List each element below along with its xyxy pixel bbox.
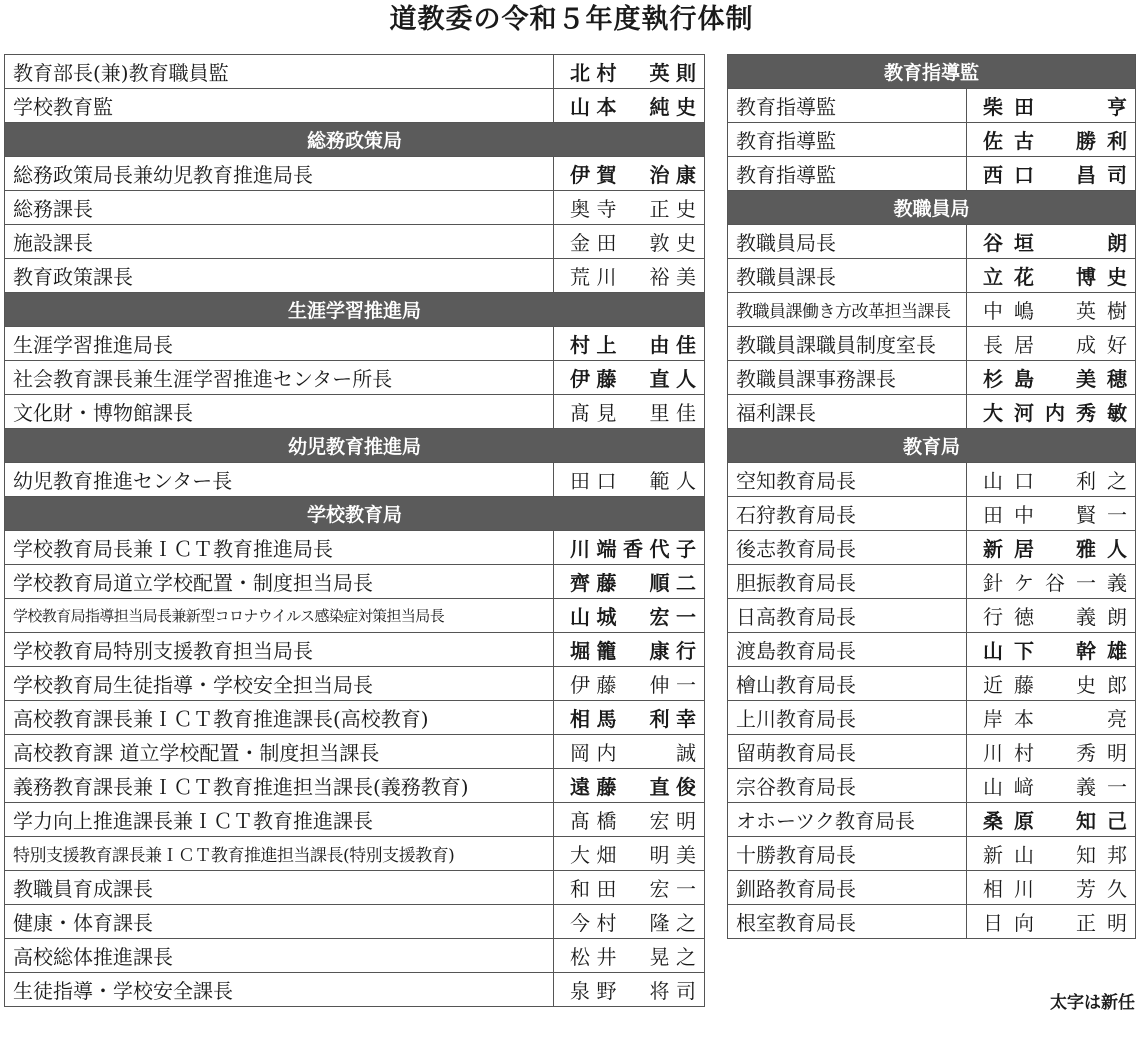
position-title: 学校教育局指導担当局長兼新型コロナウイルス感染症対策担当局長 [5, 599, 554, 633]
person-name: 針ケ谷一義 [967, 565, 1136, 599]
section-header-row [728, 191, 1136, 225]
section-header-row [5, 497, 705, 531]
table-row [5, 55, 705, 89]
person-name: 山口 利之 [967, 463, 1136, 497]
table-row [5, 157, 705, 191]
person-name: 大畑 明美 [554, 837, 705, 871]
person-name: 奥寺 正史 [554, 191, 705, 225]
person-name: 新山 知邦 [967, 837, 1136, 871]
table-row [728, 293, 1136, 327]
person-name: 髙見 里佳 [554, 395, 705, 429]
table-row [728, 123, 1136, 157]
section-header: 教職員局 [728, 191, 1136, 225]
table-row [728, 599, 1136, 633]
person-name: 立花 博史 [967, 259, 1136, 293]
page-title: 道教委の令和５年度執行体制 [389, 4, 754, 35]
person-name: 泉野 将司 [554, 973, 705, 1007]
section-header: 総務政策局 [5, 123, 705, 157]
position-title: 福利課長 [728, 395, 967, 429]
section-header-row [5, 293, 705, 327]
person-name: 和田 宏一 [554, 871, 705, 905]
table-row [5, 531, 705, 565]
person-name: 桑原 知己 [967, 803, 1136, 837]
person-name: 川端香代子 [554, 531, 705, 565]
position-title: 後志教育局長 [728, 531, 967, 565]
position-title: 石狩教育局長 [728, 497, 967, 531]
section-header: 幼児教育推進局 [5, 429, 705, 463]
table-row [728, 395, 1136, 429]
person-name: 伊賀 治康 [554, 157, 705, 191]
person-name: 行徳 義朗 [967, 599, 1136, 633]
position-title: 留萌教育局長 [728, 735, 967, 769]
table-row [728, 837, 1136, 871]
table-row [5, 259, 705, 293]
position-title: 文化財・博物館課長 [5, 395, 554, 429]
position-title: 教育政策課長 [5, 259, 554, 293]
position-title: 教育指導監 [728, 157, 967, 191]
table-row [728, 225, 1136, 259]
table-row [728, 259, 1136, 293]
person-name: 田中 賢一 [967, 497, 1136, 531]
position-title: 教職員課働き方改革担当課長 [728, 293, 967, 327]
table-row [728, 667, 1136, 701]
table-row [728, 803, 1136, 837]
table-row [5, 463, 705, 497]
table-row [5, 667, 705, 701]
table-row [728, 871, 1136, 905]
position-title: 空知教育局長 [728, 463, 967, 497]
new-appointee-note: 太字は新任 [1050, 993, 1135, 1013]
position-title: 総務政策局長兼幼児教育推進局長 [5, 157, 554, 191]
position-title: 学校教育局特別支援教育担当局長 [5, 633, 554, 667]
table-row [5, 633, 705, 667]
right-roster-table [727, 54, 1136, 939]
person-name: 村上 由佳 [554, 327, 705, 361]
position-title: 教職員課事務課長 [728, 361, 967, 395]
table-row [5, 225, 705, 259]
person-name: 相馬 利幸 [554, 701, 705, 735]
section-header-row [728, 429, 1136, 463]
position-title: 教職員育成課長 [5, 871, 554, 905]
position-title: 根室教育局長 [728, 905, 967, 939]
table-row [728, 89, 1136, 123]
position-title: オホーツク教育局長 [728, 803, 967, 837]
table-row [5, 837, 705, 871]
position-title: 学校教育局長兼ＩＣＴ教育推進局長 [5, 531, 554, 565]
person-name: 荒川 裕美 [554, 259, 705, 293]
section-header-row [5, 123, 705, 157]
person-name: 齊藤 順二 [554, 565, 705, 599]
person-name: 山本 純史 [554, 89, 705, 123]
person-name: 田口 範人 [554, 463, 705, 497]
person-name: 遠藤 直俊 [554, 769, 705, 803]
position-title: 教職員課長 [728, 259, 967, 293]
position-title: 生涯学習推進局長 [5, 327, 554, 361]
position-title: 教育部長(兼)教育職員監 [5, 55, 554, 89]
person-name: 谷垣 朗 [967, 225, 1136, 259]
section-header: 学校教育局 [5, 497, 705, 531]
position-title: 高校総体推進課長 [5, 939, 554, 973]
section-header: 教育局 [728, 429, 1136, 463]
table-row [5, 871, 705, 905]
position-title: 釧路教育局長 [728, 871, 967, 905]
person-name: 松井 晃之 [554, 939, 705, 973]
table-row [728, 361, 1136, 395]
table-row [728, 905, 1136, 939]
person-name: 杉島 美穂 [967, 361, 1136, 395]
person-name: 相川 芳久 [967, 871, 1136, 905]
position-title: 社会教育課長兼生涯学習推進センター所長 [5, 361, 554, 395]
person-name: 岸本 亮 [967, 701, 1136, 735]
table-row [5, 327, 705, 361]
position-title: 学校教育局生徒指導・学校安全担当局長 [5, 667, 554, 701]
table-row [5, 599, 705, 633]
position-title: 学校教育局道立学校配置・制度担当局長 [5, 565, 554, 599]
person-name: 伊藤 直人 [554, 361, 705, 395]
table-row [728, 463, 1136, 497]
table-row [728, 701, 1136, 735]
section-header-row [728, 55, 1136, 89]
section-header: 生涯学習推進局 [5, 293, 705, 327]
position-title: 教職員課職員制度室長 [728, 327, 967, 361]
person-name: 大河内秀敏 [967, 395, 1136, 429]
person-name: 伊藤 伸一 [554, 667, 705, 701]
table-row [5, 191, 705, 225]
position-title: 教育指導監 [728, 89, 967, 123]
table-row [5, 803, 705, 837]
position-title: 学力向上推進課長兼ＩＣＴ教育推進課長 [5, 803, 554, 837]
position-title: 日高教育局長 [728, 599, 967, 633]
person-name: 佐古 勝利 [967, 123, 1136, 157]
person-name: 中嶋 英樹 [967, 293, 1136, 327]
person-name: 柴田 亨 [967, 89, 1136, 123]
person-name: 近藤 史郎 [967, 667, 1136, 701]
position-title: 特別支援教育課長兼ＩＣＴ教育推進担当課長(特別支援教育) [5, 837, 554, 871]
person-name: 西口 昌司 [967, 157, 1136, 191]
table-row [728, 633, 1136, 667]
position-title: 宗谷教育局長 [728, 769, 967, 803]
table-row [728, 497, 1136, 531]
person-name: 金田 敦史 [554, 225, 705, 259]
section-header: 教育指導監 [728, 55, 1136, 89]
position-title: 教職員局長 [728, 225, 967, 259]
position-title: 胆振教育局長 [728, 565, 967, 599]
person-name: 山﨑 義一 [967, 769, 1136, 803]
table-row [5, 701, 705, 735]
position-title: 十勝教育局長 [728, 837, 967, 871]
table-row [728, 531, 1136, 565]
table-row [5, 361, 705, 395]
left-roster-table [4, 54, 705, 1007]
position-title: 高校教育課長兼ＩＣＴ教育推進課長(高校教育) [5, 701, 554, 735]
position-title: 高校教育課 道立学校配置・制度担当課長 [5, 735, 554, 769]
section-header-row [5, 429, 705, 463]
table-row [728, 565, 1136, 599]
person-name: 山下 幹雄 [967, 633, 1136, 667]
person-name: 山城 宏一 [554, 599, 705, 633]
position-title: 教育指導監 [728, 123, 967, 157]
table-row [5, 89, 705, 123]
person-name: 長居 成好 [967, 327, 1136, 361]
person-name: 川村 秀明 [967, 735, 1136, 769]
position-title: 檜山教育局長 [728, 667, 967, 701]
table-row [5, 395, 705, 429]
person-name: 北村 英則 [554, 55, 705, 89]
table-row [5, 905, 705, 939]
position-title: 上川教育局長 [728, 701, 967, 735]
position-title: 義務教育課長兼ＩＣＴ教育推進担当課長(義務教育) [5, 769, 554, 803]
person-name: 今村 隆之 [554, 905, 705, 939]
person-name: 新居 雅人 [967, 531, 1136, 565]
table-row [5, 973, 705, 1007]
person-name: 堀籠 康行 [554, 633, 705, 667]
table-row [728, 327, 1136, 361]
table-row [728, 157, 1136, 191]
table-row [5, 769, 705, 803]
person-name: 岡内 誠 [554, 735, 705, 769]
person-name: 髙橋 宏明 [554, 803, 705, 837]
table-row [728, 769, 1136, 803]
position-title: 渡島教育局長 [728, 633, 967, 667]
person-name: 日向 正明 [967, 905, 1136, 939]
position-title: 幼児教育推進センター長 [5, 463, 554, 497]
table-row [5, 565, 705, 599]
position-title: 総務課長 [5, 191, 554, 225]
table-row [5, 735, 705, 769]
table-row [5, 939, 705, 973]
position-title: 学校教育監 [5, 89, 554, 123]
position-title: 施設課長 [5, 225, 554, 259]
position-title: 生徒指導・学校安全課長 [5, 973, 554, 1007]
position-title: 健康・体育課長 [5, 905, 554, 939]
table-row [728, 735, 1136, 769]
